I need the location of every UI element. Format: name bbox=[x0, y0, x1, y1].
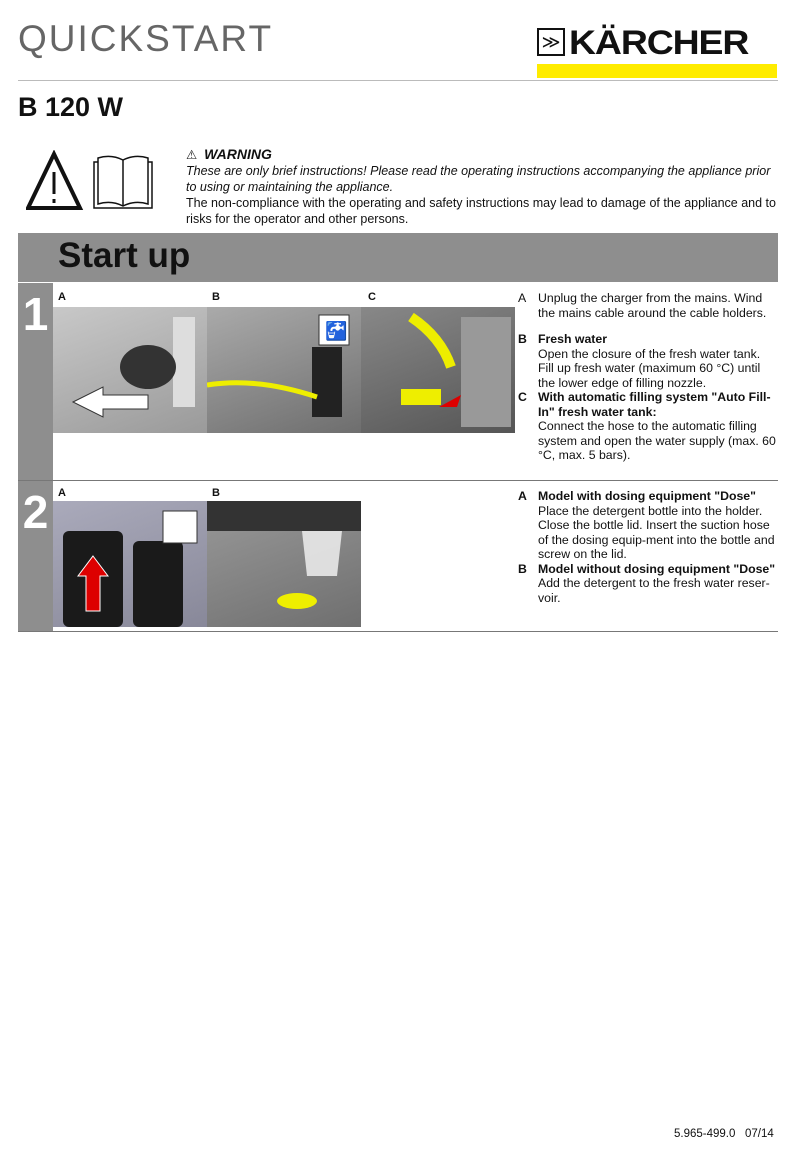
photo-label: B bbox=[212, 291, 220, 303]
photo-unplug-charger bbox=[53, 307, 207, 433]
logo-wordmark: KÄRCHER bbox=[569, 24, 749, 62]
logo-chevron-icon: ≫ bbox=[537, 28, 565, 56]
warning-italic-text: These are only brief instructions! Please read the operating instructions accompanying the appliance prior to using or maintaining the appliance. bbox=[186, 164, 771, 194]
section-title: Start up bbox=[58, 236, 191, 275]
photo-auto-fill bbox=[361, 307, 515, 433]
logo-yellow-bar bbox=[537, 64, 777, 78]
warning-triangle-icon: ⚠ bbox=[186, 148, 198, 162]
document-code: 5.965-499.0 07/14 bbox=[674, 1128, 774, 1140]
model-name: B 120 W bbox=[18, 92, 124, 122]
step-number: 2 bbox=[18, 481, 53, 631]
warning-text: The non-compliance with the operating and safety instructions may lead to damage of the appliance and to risks for the operator and other persons. bbox=[186, 196, 776, 226]
photo-pour-detergent bbox=[207, 501, 361, 627]
karcher-logo bbox=[537, 24, 777, 78]
warning-block bbox=[186, 146, 776, 227]
warning-manual-icon bbox=[26, 150, 156, 214]
step-1-instructions: A Unplug the charger from the mains. Wind the mains cable around the cable holders. B Fresh water Open the closure of the fresh water tank. Fill up fresh water (maximum 60 °C) until the lower edge of filling nozzle. C With automatic filling system "Auto Fill-In" fresh water tank: Connect the hose to the automatic filling system and open the water supply (max. 60 °C, max. 5 bars). bbox=[518, 291, 776, 462]
header-divider bbox=[18, 80, 778, 81]
photo-label: B bbox=[212, 487, 220, 499]
warning-title: WARNING bbox=[204, 146, 272, 162]
step-row-1 bbox=[18, 283, 778, 481]
section-header bbox=[18, 233, 778, 282]
svg-text:🚰: 🚰 bbox=[325, 321, 348, 341]
step-row-2 bbox=[18, 481, 778, 632]
photo-detergent-bottle bbox=[53, 501, 207, 627]
photo-label: A bbox=[58, 291, 66, 303]
photo-label: C bbox=[368, 291, 376, 303]
document-title: QUICKSTART bbox=[18, 18, 274, 59]
step-number: 1 bbox=[18, 283, 53, 480]
photo-label: A bbox=[58, 487, 66, 499]
step-2-instructions: A Model with dosing equipment "Dose" Place the detergent bottle into the holder. Close the bottle lid. Insert the suction hose of the dosing equip-ment into the bottle and screw on the lid. B Model without dosing equipment "Dose" Add the detergent to the fresh water reser-voir. bbox=[518, 489, 776, 605]
photo-fresh-water bbox=[207, 307, 361, 433]
